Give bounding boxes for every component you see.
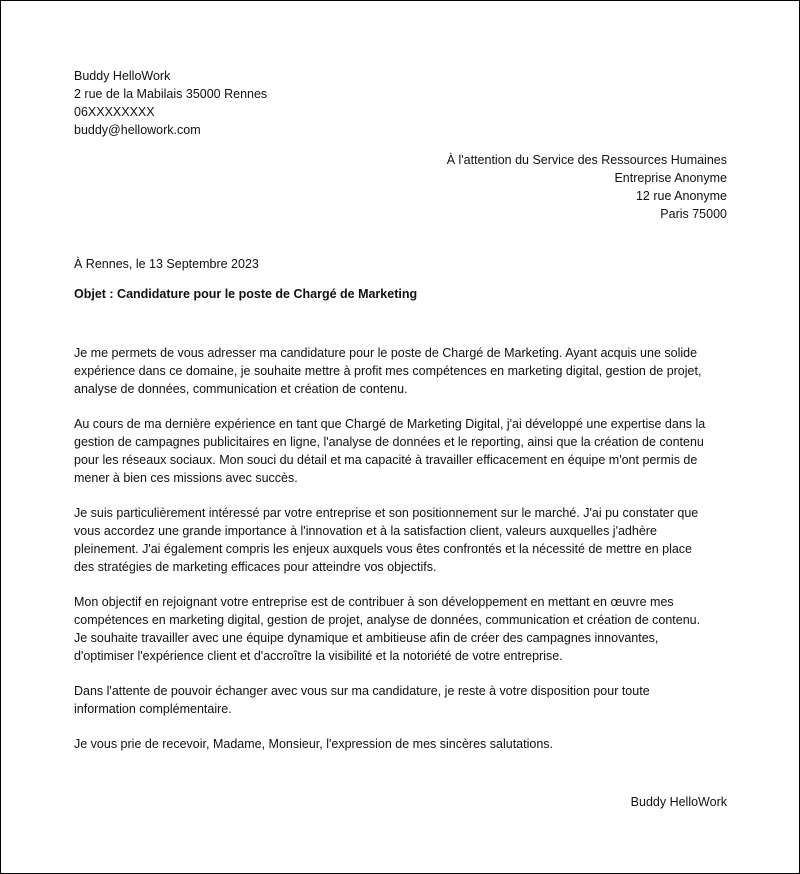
body-paragraph [74,593,734,665]
body-line: information complémentaire. [74,702,232,716]
body-line: pour les réseaux sociaux. Mon souci du détail et ma capacité à travailler efficacement en équipe m'ont permis de [74,453,698,467]
letter-body [74,344,734,770]
sender-street: 2 rue de la Mabilais 35000 Rennes [74,87,268,101]
sender-email: buddy@hellowork.com [74,123,201,137]
body-line: Au cours de ma dernière expérience en tant que Chargé de Marketing Digital, j'ai développé une expertise dans la [74,417,706,431]
recipient-attention: À l'attention du Service des Ressources Humaines [446,153,727,167]
body-paragraph [74,504,734,576]
sender-phone: 06XXXXXXXX [74,105,155,119]
letter-date: À Rennes, le 13 Septembre 2023 [74,257,259,271]
body-line: vous accordez une grande importance à l'innovation et à la satisfaction client, valeurs auxquelles j'adhère [74,524,657,538]
recipient-address-block [447,151,727,223]
body-line: mener à bien ces missions avec succès. [74,471,298,485]
body-line: analyse de données, communication et création de contenu. [74,382,408,396]
body-line: Je me permets de vous adresser ma candidature pour le poste de Chargé de Marketing. Ayant acquis une solide [74,346,698,360]
body-line: expérience dans ce domaine, je souhaite mettre à profit mes compétences en marketing digital, gestion de projet, [74,364,702,378]
body-paragraph [74,344,734,398]
body-line: Je vous prie de recevoir, Madame, Monsieur, l'expression de mes sincères salutations. [74,737,554,751]
recipient-company: Entreprise Anonyme [614,171,727,185]
body-line: d'optimiser l'expérience client et d'accroître la visibilité et la notoriété de votre entreprise. [74,649,563,663]
sender-name: Buddy HelloWork [74,69,171,83]
body-line: des stratégies de marketing efficaces pour atteindre vos objectifs. [74,560,437,574]
body-line: Mon objectif en rejoignant votre entreprise est de contribuer à son développement en mettant en œuvre mes [74,595,674,609]
recipient-city: Paris 75000 [660,207,727,221]
sender-address-block [74,67,267,139]
closing-paragraph [74,735,734,753]
body-line: pleinement. J'ai également compris les enjeux auxquels vous êtes confrontés et la nécessité de mettre en place [74,542,693,556]
letter-subject: Objet : Candidature pour le poste de Chargé de Marketing [74,287,418,301]
body-line: compétences en marketing digital, gestion de projet, analyse de données, communication et création de contenu. [74,613,701,627]
letter-signature: Buddy HelloWork [630,795,727,809]
body-paragraph [74,682,734,718]
body-line: gestion de campagnes publicitaires en ligne, l'analyse de données et le reporting, ainsi que la création de contenu [74,435,704,449]
body-line: Je suis particulièrement intéressé par votre entreprise et son positionnement sur le marché. J'ai pu constater que [74,506,699,520]
body-line: Dans l'attente de pouvoir échanger avec vous sur ma candidature, je reste à votre disposition pour toute [74,684,650,698]
body-paragraph [74,415,734,487]
body-line: Je souhaite travailler avec une équipe dynamique et ambitieuse afin de créer des campagnes innovantes, [74,631,659,645]
recipient-street: 12 rue Anonyme [635,189,727,203]
